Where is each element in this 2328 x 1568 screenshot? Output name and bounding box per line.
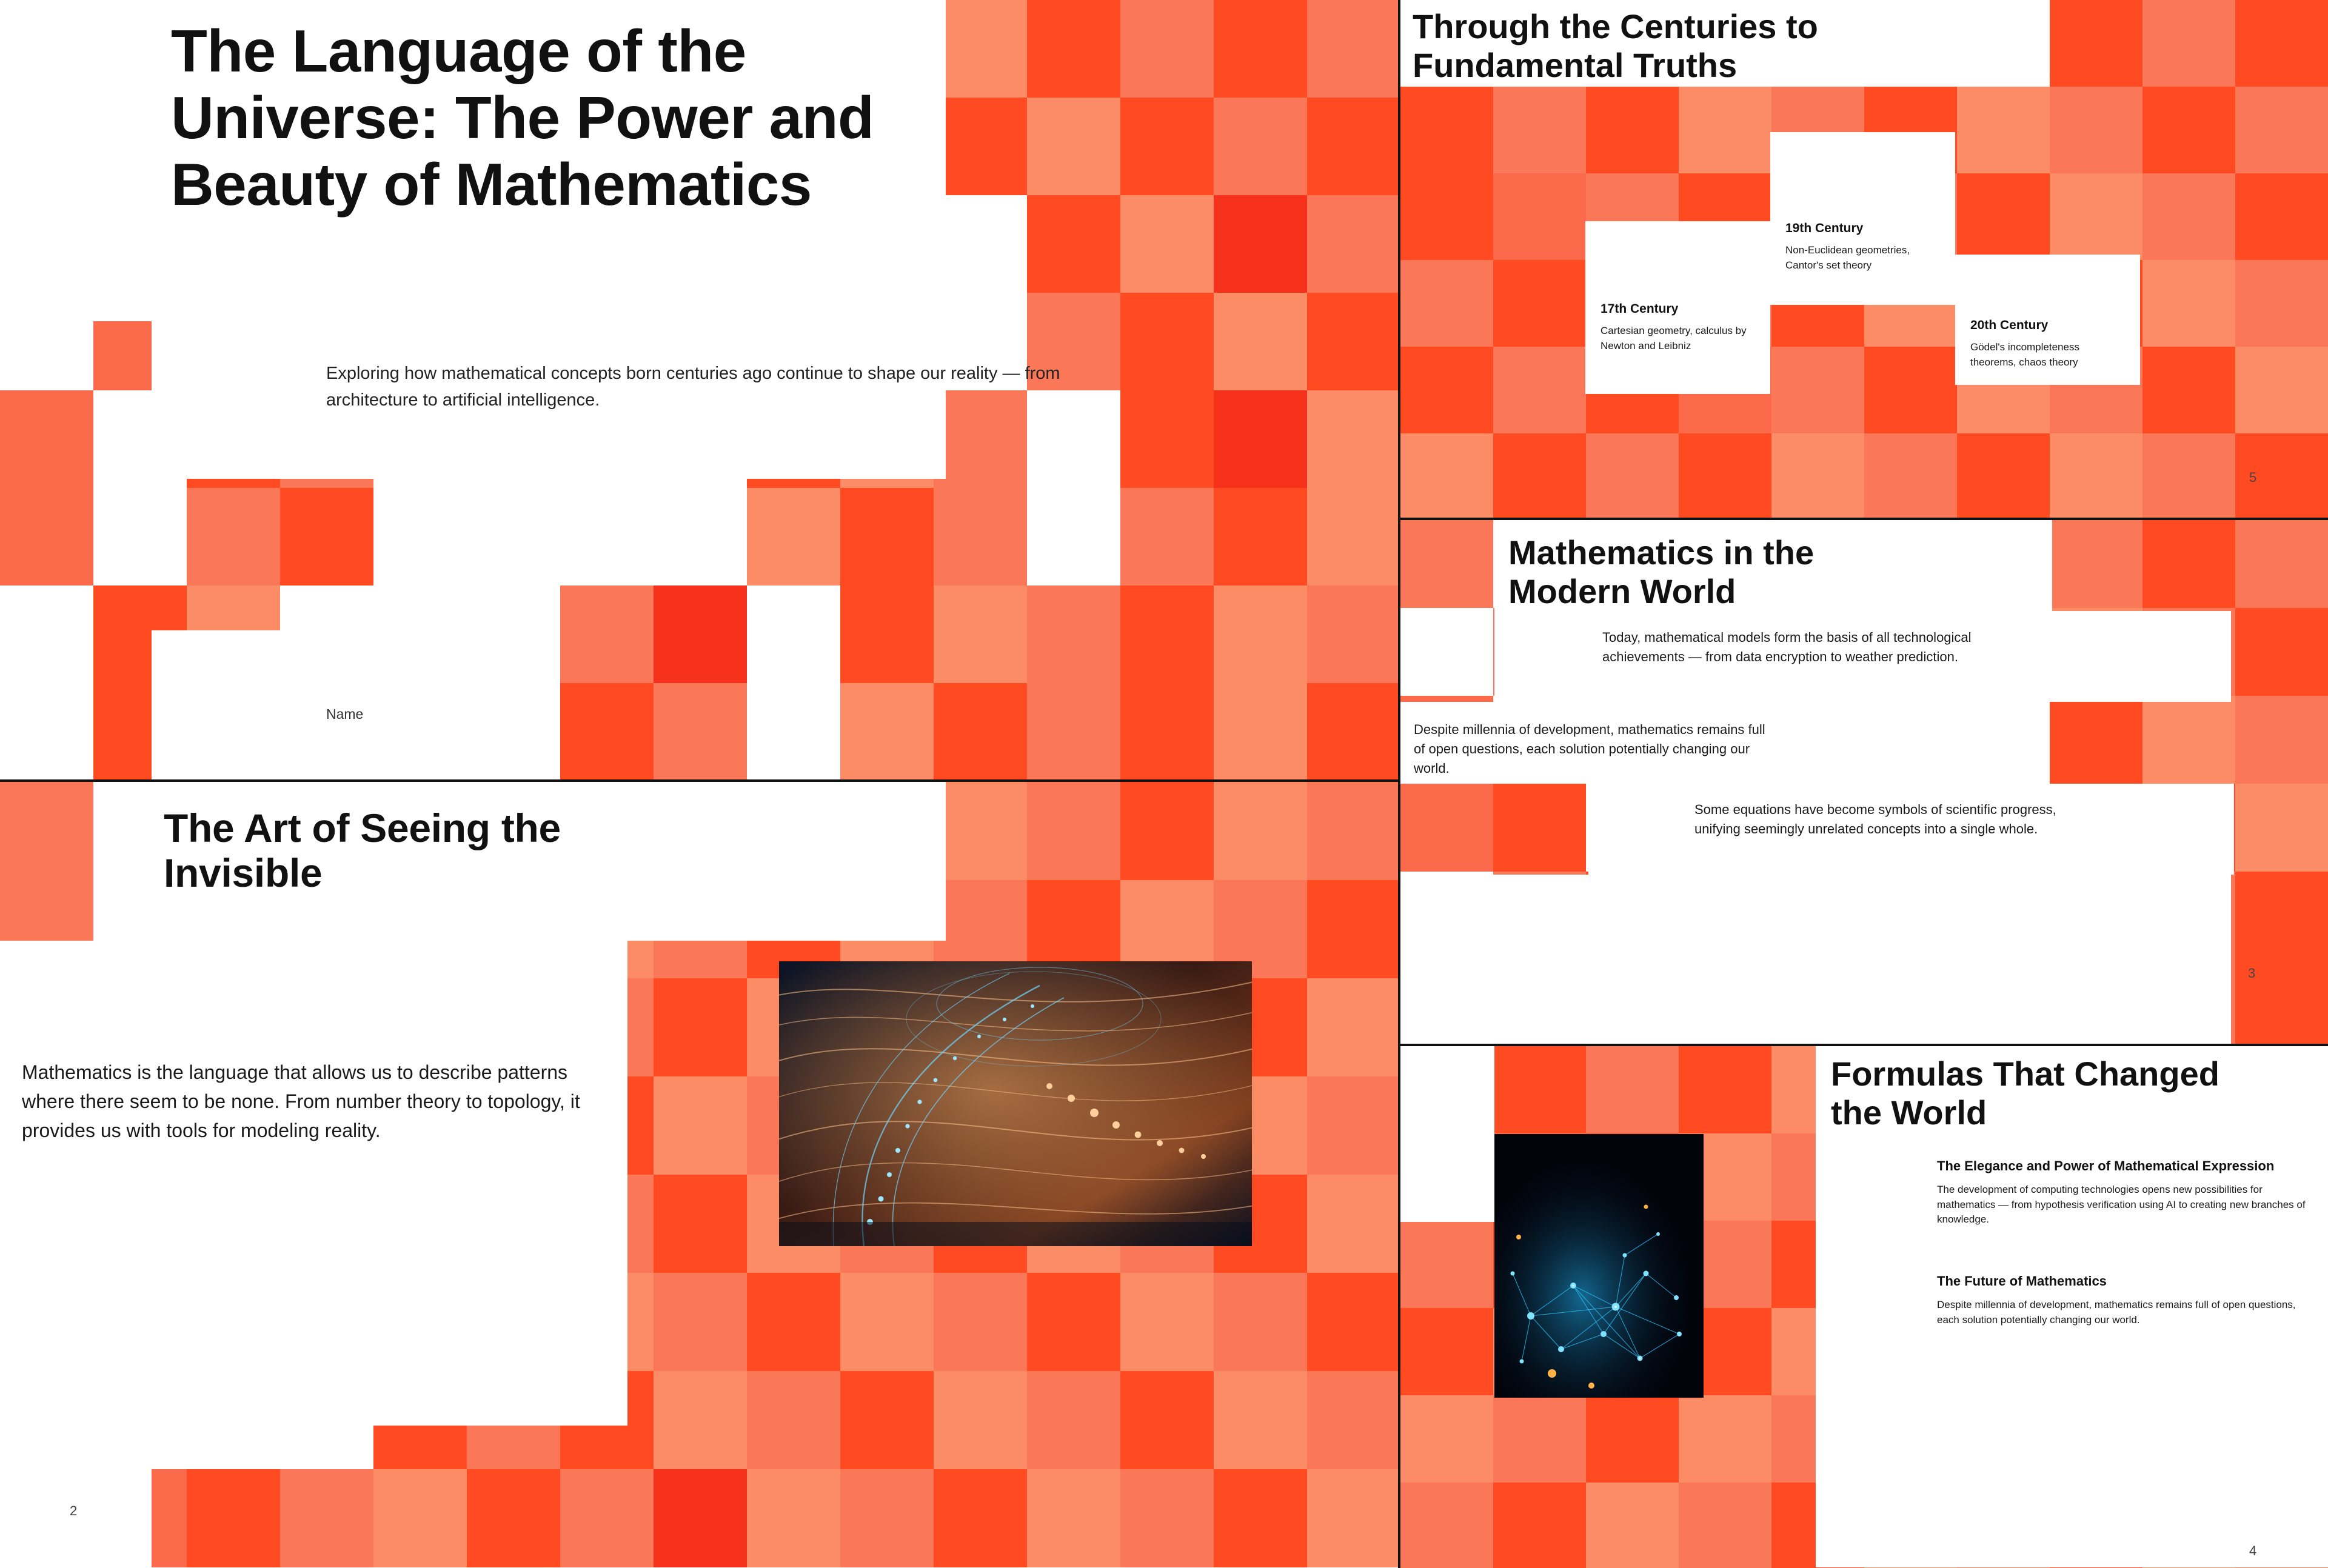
slide-modern-world[interactable] [1400,520,2328,1046]
slide-through-the-centuries[interactable] [1400,0,2328,520]
modern-page-title: Mathematics in the Modern World [1508,533,1815,610]
card-text: The development of computing technologies opens new possibilities for mathematics — from hypothesis verification using AI to creating new branches of knowledge. [1937,1184,2306,1226]
era-card-17th [1600,302,1755,353]
page-number: 5 [2249,470,2257,485]
era-card-19th [1785,221,1940,273]
page-title: The Language of the Universe: The Power and Beauty of Mathematics [171,18,874,218]
title-subtitle: Exploring how mathematical concepts born centuries ago continue to shape our reality — from architecture to artificial intelligence. [326,364,1060,410]
era-card-title: 17th Century [1600,302,1679,316]
era-card-text: Cartesian geometry, calculus by Newton and Leibniz [1600,325,1747,352]
era-card-title: 20th Century [1970,318,2049,332]
centuries-page-title: Through the Centuries to Fundamental Truths [1413,7,1818,84]
page-number: 4 [2249,1543,2257,1558]
era-card-title: 19th Century [1785,221,1864,235]
slide-art-of-seeing[interactable] [0,782,1400,1568]
era-card-20th [1970,318,2125,370]
modern-paragraph-1: Today, mathematical models form the basis of all technological achievements — from data encryption to weather prediction. [1602,630,1972,664]
card-title: The Future of Mathematics [1937,1273,2107,1289]
page-number: 3 [2248,966,2256,981]
era-card-text: Gödel's incompleteness theorems, chaos theory [1970,341,2079,368]
slide-title[interactable] [0,0,1400,782]
network-nodes-image [1494,1134,1704,1398]
formulas-page-title: Formulas That Changed the World [1831,1055,2219,1132]
network-nodes-svg [1494,1134,1704,1398]
abstract-light-trails-image [779,961,1252,1246]
formulas-card-1 [1937,1158,2328,1227]
art-body-text: Mathematics is the language that allows us to describe patterns where there seem to be none. From number theory to topology, it provides us with tools for modeling reality. [22,1061,580,1141]
author-name: Name [326,706,364,722]
slide-formulas[interactable] [1400,1046,2328,1568]
art-page-title: The Art of Seeing the Invisible [164,806,561,895]
modern-paragraph-2: Despite millennia of development, mathematics remains full of open questions, each solution potentially changing our world. [1414,722,1765,776]
right-slide-column [1400,0,2328,1568]
era-card-text: Non-Euclidean geometries, Cantor's set theory [1785,244,1910,271]
card-title: The Elegance and Power of Mathematical Expression [1937,1158,2275,1173]
formulas-card-2 [1937,1273,2328,1327]
abstract-light-trails-svg [779,961,1252,1246]
page-number: 2 [70,1503,78,1518]
modern-paragraph-3: Some equations have become symbols of scientific progress, unifying seemingly unrelated concepts into a single whole. [1694,802,2056,836]
card-text: Despite millennia of development, mathematics remains full of open questions, each solution potentially changing our world. [1937,1299,2296,1326]
